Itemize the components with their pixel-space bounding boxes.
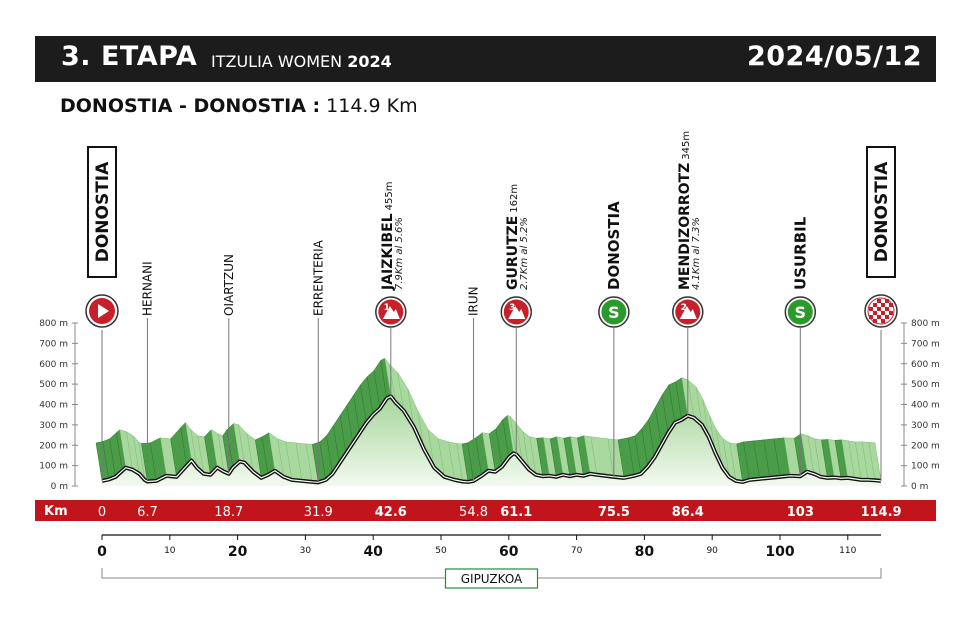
km-band-value: 75.5 — [597, 505, 630, 520]
km-band-value: 103 — [786, 505, 814, 520]
y-tick-label-right: 800 m — [911, 319, 940, 329]
svg-text:3: 3 — [509, 303, 516, 313]
y-tick-label-left: 800 m — [39, 319, 68, 329]
town-name: OIARTZUN — [221, 254, 236, 316]
y-tick-label-right: 400 m — [911, 400, 940, 411]
x-tick-label: 110 — [839, 546, 857, 556]
town-name: IRUN — [466, 286, 481, 316]
endpoint-name: DONOSTIA — [872, 161, 892, 263]
climb-name: GURUTZE162m — [505, 183, 522, 290]
y-tick-label-right: 200 m — [911, 441, 940, 452]
y-tick-label-left: 600 m — [39, 359, 68, 370]
y-tick-label-left: 200 m — [39, 441, 68, 452]
x-tick-label: 50 — [435, 546, 447, 556]
svg-text:S: S — [794, 303, 807, 322]
climb-category-icon — [376, 297, 406, 327]
sprint-marker-icon — [785, 297, 815, 327]
race-name: ITZULIA WOMEN 2024 — [211, 52, 392, 71]
town-name: ERRENTERIA — [311, 240, 326, 316]
km-band-value: 31.9 — [303, 505, 333, 520]
x-tick-label: 70 — [570, 546, 583, 556]
route-distance: 114.9 Km — [326, 95, 418, 117]
climb-name: JAIZKIBEL455m — [379, 181, 396, 290]
km-band-value: 86.4 — [671, 505, 704, 520]
x-tick-label: 30 — [299, 546, 312, 556]
climb-category-icon — [673, 297, 703, 327]
sprint-name: DONOSTIA — [604, 201, 623, 290]
y-tick-label-right: 0 m — [911, 482, 929, 492]
region-label: GIPUZKOA — [460, 572, 523, 586]
y-tick-label-right: 600 m — [911, 359, 940, 370]
km-band-value: 0 — [97, 505, 107, 520]
km-band-value: 61.1 — [500, 505, 533, 520]
x-tick-label: 90 — [706, 546, 718, 556]
y-tick-label-left: 300 m — [39, 420, 68, 431]
km-band-value: 18.7 — [214, 505, 244, 520]
x-tick-label: 100 — [765, 544, 795, 560]
sprint-name: USURBIL — [791, 216, 810, 290]
town-name: HERNANI — [140, 261, 155, 316]
endpoint-name: DONOSTIA — [93, 161, 113, 263]
km-band-label: Km — [44, 504, 68, 519]
km-band-value: 54.8 — [459, 505, 489, 520]
km-band-value: 6.7 — [137, 505, 158, 520]
race-year: 2024 — [347, 52, 392, 71]
climb-name: MENDIZORROTZ345m — [676, 130, 693, 290]
y-tick-label-left: 500 m — [39, 380, 68, 391]
route-title: DONOSTIA - DONOSTIA : — [60, 95, 321, 117]
y-tick-label-right: 700 m — [911, 339, 940, 350]
km-band — [35, 500, 936, 521]
climb-category-icon — [501, 297, 531, 327]
x-tick-label: 20 — [227, 544, 248, 560]
y-tick-label-right: 300 m — [911, 420, 940, 431]
svg-text:2: 2 — [680, 303, 687, 313]
waypoint-labels — [86, 131, 897, 327]
climb-detail: 2.7Km al 5.2% — [519, 217, 531, 290]
km-band-value: 114.9 — [860, 505, 902, 520]
y-tick-label-left: 0 m — [50, 482, 68, 492]
km-band-value: 42.6 — [374, 505, 407, 520]
stage-number: 3. ETAPA — [61, 41, 198, 72]
y-tick-label-left: 100 m — [39, 461, 68, 472]
y-tick-label-left: 400 m — [39, 400, 68, 411]
x-axis — [97, 535, 881, 588]
terrain-ribbon — [96, 358, 881, 482]
y-tick-label-right: 500 m — [911, 380, 940, 391]
finish-marker-icon — [865, 295, 897, 327]
stage-date: 2024/05/12 — [746, 41, 922, 72]
x-tick-label: 10 — [164, 546, 176, 556]
climb-detail: 7.9Km al 5.6% — [393, 217, 405, 290]
start-marker-icon — [86, 295, 118, 327]
x-tick-label: 40 — [363, 544, 383, 560]
sprint-marker-icon — [599, 297, 629, 327]
x-tick-label: 0 — [97, 544, 107, 560]
svg-text:1: 1 — [383, 303, 390, 313]
x-tick-label: 60 — [499, 544, 519, 560]
climb-detail: 4.1Km al 7.3% — [690, 217, 702, 290]
x-tick-label: 80 — [634, 544, 655, 560]
y-tick-label-right: 100 m — [911, 461, 940, 472]
svg-text:S: S — [608, 303, 620, 322]
y-tick-label-left: 700 m — [39, 339, 68, 350]
